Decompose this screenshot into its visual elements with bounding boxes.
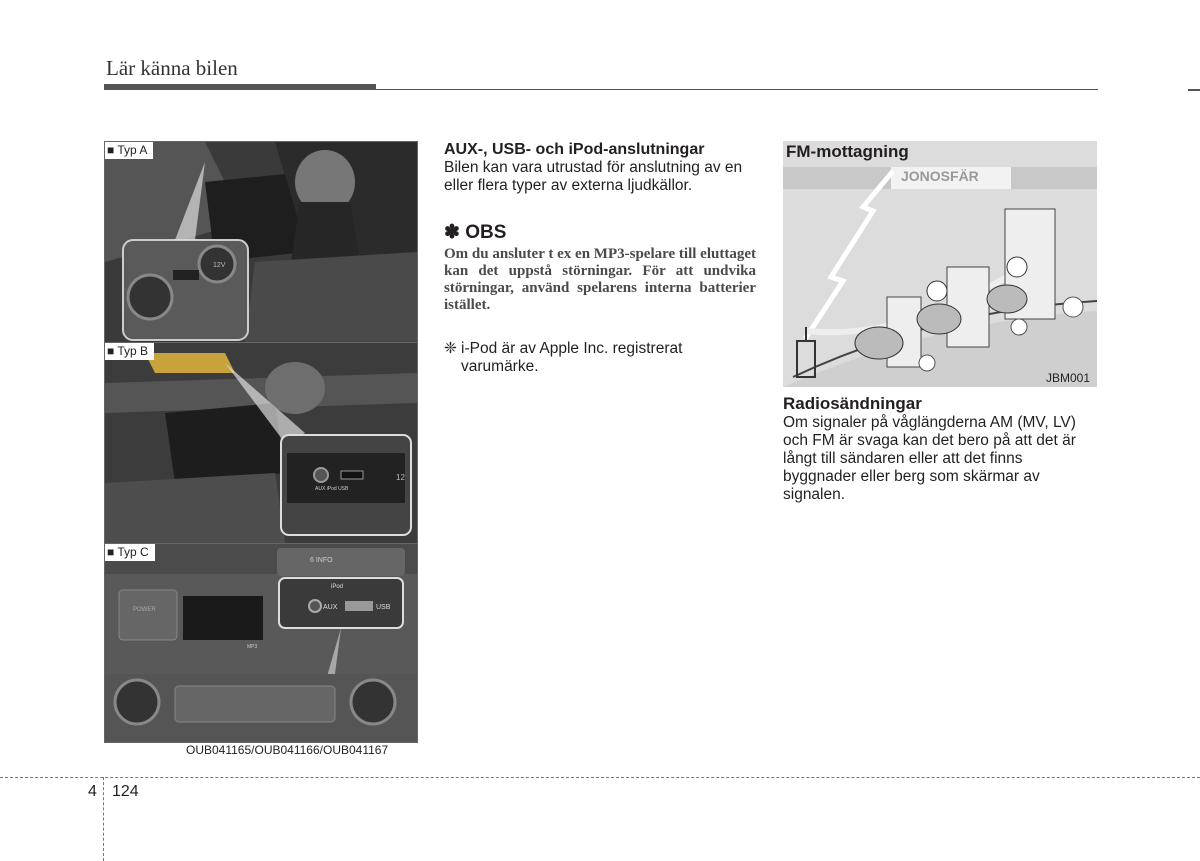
page-number: 124: [112, 783, 139, 800]
aux-heading: AUX-, USB- och iPod-anslutningar: [444, 141, 705, 158]
running-header: Lär känna bilen: [106, 56, 238, 80]
c-ipod-label: iPod: [331, 584, 344, 590]
ionosphere-label: JONOSFÄR: [901, 168, 979, 184]
c-usb-label: USB: [376, 604, 391, 611]
type-c-label: ■ Typ C: [105, 544, 155, 561]
b-socket-label: 12: [396, 473, 405, 482]
type-a-label: ■ Typ A: [105, 142, 153, 159]
radio-body: Om signaler på våglängderna AM (MV, LV) och FM är svaga kan det bero på att det är långt till sändaren eller att det finns byggnader eller berg som skärmar av signalen.: [783, 414, 1076, 503]
aux-body: Bilen kan vara utrustad för anslutning av en eller flera typer av externa ljudkällor.: [444, 159, 743, 194]
radio-section: [783, 394, 1097, 504]
radio-heading: Radiosändningar: [783, 394, 922, 413]
footer-vertical-rule: [103, 777, 104, 861]
fm-title: FM-mottagning: [786, 142, 909, 161]
b-port-labels: AUX iPod USB: [315, 486, 349, 492]
footer-rule: [0, 777, 1200, 778]
c-mp3-label: MP3: [247, 644, 258, 650]
header-rule-end: [1188, 89, 1200, 91]
figure-code: JBM001: [1046, 371, 1091, 385]
note-text: i-Pod är av Apple Inc. registrerat varumärke.: [461, 340, 683, 375]
obs-text: Om du ansluter t ex en MP3-spelare till eluttaget kan det uppstå störningar. För att undvika störningar, använd spelarens interna batterier istället.: [444, 246, 756, 313]
header-rule-thick: [104, 84, 376, 90]
trademark-note: [444, 340, 756, 376]
photo-type-c: [104, 543, 418, 743]
c-info-label: 6 INFO: [310, 557, 333, 564]
socket-12v-label: 12V: [213, 262, 226, 269]
photo-type-b: [104, 342, 418, 544]
type-b-label: ■ Typ B: [105, 343, 154, 360]
fm-reception-figure: [783, 141, 1097, 387]
aux-section: [444, 141, 756, 195]
c-aux-label: AUX: [323, 604, 338, 611]
header-rule-thin: [376, 89, 1098, 90]
chapter-number: 4: [88, 783, 97, 800]
photo-type-a: [104, 141, 418, 343]
obs-block: [444, 221, 756, 314]
note-symbol: ❈: [444, 340, 457, 357]
c-power-label: POWER: [133, 607, 156, 613]
obs-title: ✽ OBS: [444, 222, 507, 243]
figure-caption: OUB041165/OUB041166/OUB041167: [186, 743, 389, 757]
